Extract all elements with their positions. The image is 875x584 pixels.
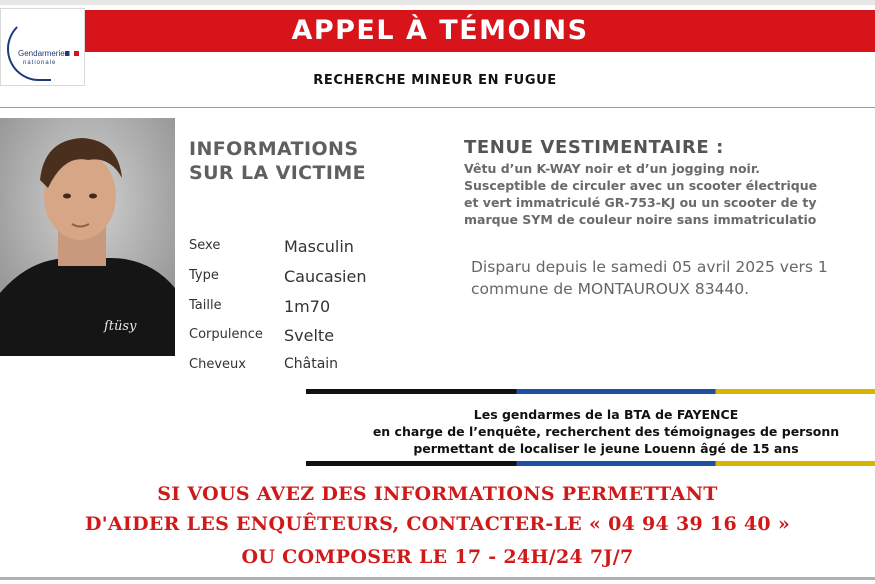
clothing-line: Vêtu d’un K-WAY noir et d’un jogging noir. xyxy=(464,161,760,176)
attr-value-sexe: Masculin xyxy=(284,237,354,256)
bottom-rule xyxy=(0,577,875,580)
page-subtitle: RECHERCHE MINEUR EN FUGUE xyxy=(313,73,557,88)
cta-line-phone: D'AIDER LES ENQUÊTEURS, CONTACTER-LE « 04 94 39 16 40 » xyxy=(84,513,791,535)
clothing-line: et vert immatriculé GR-753-KJ ou un scooter de ty xyxy=(464,195,817,210)
flag-icon xyxy=(65,51,79,56)
attr-label-sexe: Sexe xyxy=(189,238,221,253)
gendarmerie-logo xyxy=(0,8,85,86)
top-rule xyxy=(0,0,875,5)
attr-value-corpulence: Svelte xyxy=(284,326,335,345)
tricolor-divider-top xyxy=(306,389,875,394)
attr-label-cheveux: Cheveux xyxy=(189,357,246,372)
victim-portrait-icon xyxy=(0,118,175,356)
svg-text:ſtüsy: ſtüsy xyxy=(104,319,137,334)
logo-text-line1: Gendarmerie xyxy=(18,49,65,58)
victim-info-title-line1: INFORMATIONS xyxy=(189,138,359,160)
disappearance-line: Disparu depuis le samedi 05 avril 2025 vers 1 xyxy=(471,258,828,276)
investigation-line: Les gendarmes de la BTA de FAYENCE xyxy=(473,407,739,422)
attr-label-corpulence: Corpulence xyxy=(189,327,263,342)
investigation-line: permettant de localiser le jeune Louenn âgé de 15 ans xyxy=(413,441,799,456)
page-title: APPEL À TÉMOINS xyxy=(291,15,589,46)
victim-info-title-line2: SUR LA VICTIME xyxy=(189,162,367,184)
investigation-line: en charge de l’enquête, recherchent des témoignages de personn xyxy=(372,424,840,439)
clothing-title: TENUE VESTIMENTAIRE : xyxy=(464,137,724,158)
victim-photo xyxy=(0,118,175,356)
clothing-line: Susceptible de circuler avec un scooter électrique xyxy=(464,178,818,193)
attr-value-type: Caucasien xyxy=(284,267,367,286)
tricolor-divider-bottom xyxy=(306,461,875,466)
cta-line: OU COMPOSER LE 17 - 24H/24 7J/7 xyxy=(241,546,634,568)
clothing-line: marque SYM de couleur noire sans immatriculatio xyxy=(464,212,817,227)
attr-value-taille: 1m70 xyxy=(284,297,331,316)
attr-value-cheveux: Châtain xyxy=(284,356,339,372)
cta-line: SI VOUS AVEZ DES INFORMATIONS PERMETTANT xyxy=(157,483,718,505)
attr-label-type: Type xyxy=(189,268,219,283)
victim-info-title xyxy=(189,137,366,185)
disappearance-line: commune de MONTAUROUX 83440. xyxy=(471,280,750,298)
attr-label-taille: Taille xyxy=(189,298,222,313)
logo-text-line2: nationale xyxy=(23,60,57,66)
header-divider xyxy=(0,107,875,108)
